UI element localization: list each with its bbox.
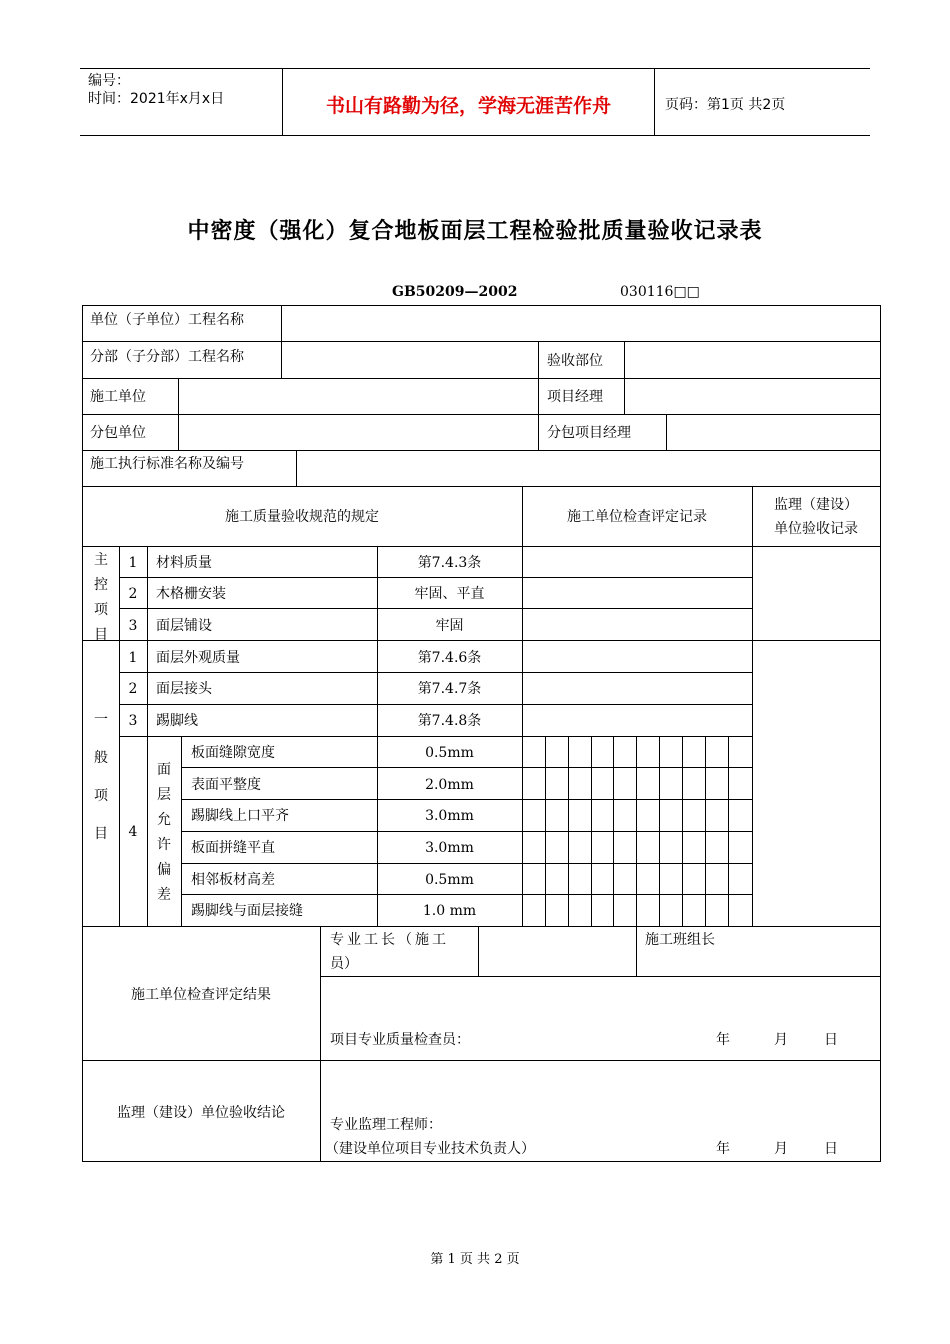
grid-line-h-30 [181, 863, 753, 864]
grid-line-v-36 [613, 736, 614, 927]
grid-line-h-19 [119, 608, 753, 609]
tolerance-label: 面 层 允 许 偏 差 [157, 762, 171, 903]
owner-label: （建设单位项目专业技术负责人） [325, 1141, 535, 1157]
main-control-label: 主 控 项 目 [94, 552, 108, 640]
grid-line-v-11 [624, 341, 625, 415]
tolerance-3-name: 踢脚线上口平齐 [191, 808, 289, 824]
unit-project-name-label: 单位（子单位）工程名称 [90, 312, 244, 328]
conclusion-year: 年 [716, 1141, 730, 1157]
grid-line-h-31 [181, 894, 753, 895]
header-motto: 书山有路勤为径，学海无涯苦作舟 [282, 69, 655, 135]
time-label: 时间：2021年x月x日 [88, 91, 225, 107]
spec-column-header: 施工质量验收规范的规定 [225, 509, 379, 525]
conclusion-day: 日 [824, 1141, 838, 1157]
general-item-3-req: 第7.4.8条 [417, 713, 482, 729]
grid-line-h-25 [119, 704, 753, 705]
grid-line-h-5 [82, 378, 881, 379]
grid-line-v-9 [281, 305, 282, 379]
main-item-1-no: 1 [128, 555, 138, 571]
general-item-3-no: 3 [128, 713, 138, 729]
conclusion-month: 月 [774, 1141, 788, 1157]
grid-line-h-28 [181, 799, 753, 800]
subcontract-manager-label: 分包项目经理 [547, 425, 631, 441]
serial-label: 编号： [88, 73, 130, 89]
grid-line-h-15 [82, 546, 881, 547]
general-item-2-no: 2 [128, 681, 138, 697]
grid-line-v-17 [752, 486, 753, 927]
grid-line-h-0 [82, 305, 881, 306]
result-month: 月 [774, 1032, 788, 1048]
general-item-2-req: 第7.4.7条 [417, 681, 482, 697]
grid-line-v-41 [728, 736, 729, 927]
grid-line-h-47 [82, 1060, 881, 1061]
engineer-label: 专业监理工程师： [330, 1117, 442, 1133]
form-number: 030116□□ [620, 284, 700, 300]
grid-line-v-35 [591, 736, 592, 927]
general-item-2-name: 面层接头 [156, 681, 212, 697]
grid-line-v-34 [568, 736, 569, 927]
grid-line-v-39 [682, 736, 683, 927]
supervision-record-header-line2: 单位验收记录 [774, 521, 858, 537]
grid-line-h-6 [82, 414, 881, 415]
grid-line-v-12 [178, 378, 179, 451]
main-item-2-no: 2 [128, 586, 138, 602]
tolerance-4-req: 3.0mm [425, 840, 474, 856]
main-item-2-req: 牢固、平直 [414, 586, 485, 602]
sub-project-name-label: 分部（子分部）工程名称 [90, 349, 244, 365]
conclusion-label: 监理（建设）单位验收结论 [117, 1105, 285, 1121]
grid-line-h-8 [82, 486, 881, 487]
team-leader-label: 施工班组长 [645, 932, 715, 948]
grid-line-h-4 [82, 341, 881, 342]
result-label: 施工单位检查评定结果 [131, 987, 271, 1003]
tolerance-2-name: 表面平整度 [191, 777, 261, 793]
grid-line-h-7 [82, 450, 881, 451]
tolerance-6-req: 1.0 mm [422, 903, 477, 919]
grid-line-v-13 [666, 414, 667, 451]
main-item-3-name: 面层铺设 [156, 618, 212, 634]
tolerance-1-req: 0.5mm [425, 745, 474, 761]
grid-line-v-38 [659, 736, 660, 927]
main-item-3-no: 3 [128, 618, 138, 634]
grid-line-v-32 [181, 736, 182, 927]
tolerance-3-req: 3.0mm [425, 808, 474, 824]
tolerance-1-name: 板面缝隙宽度 [191, 745, 275, 761]
foreman-label-line1: 专业工长（施工 [330, 932, 449, 948]
acceptance-part-label: 验收部位 [547, 353, 603, 369]
page-header [80, 68, 870, 136]
foreman-label-line2: 员） [330, 956, 358, 972]
grid-line-v-16 [522, 486, 523, 927]
grid-line-h-20 [82, 640, 881, 641]
grid-line-v-37 [636, 736, 637, 927]
document-title: 中密度（强化）复合地板面层工程检验批质量验收记录表 [187, 219, 763, 244]
grid-line-v-10 [538, 341, 539, 451]
grid-line-v-43 [320, 926, 321, 1162]
tolerance-2-req: 2.0mm [425, 777, 474, 793]
grid-line-v-45 [478, 926, 479, 977]
tolerance-5-req: 0.5mm [425, 872, 474, 888]
general-items-label: 一 般 项 目 [94, 712, 108, 842]
tolerance-6-name: 踢脚线与面层接缝 [191, 903, 303, 919]
grid-line-h-26 [119, 736, 753, 737]
grid-line-h-44 [320, 976, 881, 977]
general-item-3-name: 踢脚线 [156, 713, 198, 729]
standard-name-label: 施工执行标准名称及编号 [90, 456, 244, 472]
general-item-1-no: 1 [128, 650, 138, 666]
tolerance-4-name: 板面拼缝平直 [191, 840, 275, 856]
check-record-column-header: 施工单位检查评定记录 [567, 509, 707, 525]
grid-line-v-46 [636, 926, 637, 977]
tolerance-item-no: 4 [128, 824, 138, 840]
grid-line-h-18 [119, 577, 753, 578]
grid-line-v-3 [880, 305, 881, 1162]
header-page-info: 页码：第1页 共2页 [665, 97, 786, 113]
main-item-1-name: 材料质量 [156, 555, 212, 571]
grid-line-h-1 [82, 1161, 881, 1162]
tolerance-5-name: 相邻板材高差 [191, 872, 275, 888]
construction-unit-label: 施工单位 [90, 389, 146, 405]
result-day: 日 [824, 1032, 838, 1048]
project-manager-label: 项目经理 [547, 389, 603, 405]
subcontract-unit-label: 分包单位 [90, 425, 146, 441]
standard-code: GB50209—2002 [392, 284, 518, 300]
main-item-2-name: 木格栅安装 [156, 586, 226, 602]
grid-line-v-14 [296, 450, 297, 487]
main-item-1-req: 第7.4.3条 [417, 555, 482, 571]
grid-line-h-29 [181, 831, 753, 832]
general-item-1-req: 第7.4.6条 [417, 650, 482, 666]
grid-line-v-40 [705, 736, 706, 927]
grid-line-h-42 [82, 926, 881, 927]
main-item-3-req: 牢固 [435, 618, 464, 634]
result-year: 年 [716, 1032, 730, 1048]
header-meta [80, 69, 282, 135]
grid-line-v-33 [545, 736, 546, 927]
general-item-1-name: 面层外观质量 [156, 650, 240, 666]
inspector-label: 项目专业质量检查员： [330, 1032, 470, 1048]
supervision-record-header-line1: 监理（建设） [774, 497, 858, 513]
page-footer: 第 1 页 共 2 页 [430, 1252, 520, 1267]
grid-line-h-24 [119, 672, 753, 673]
grid-line-h-27 [181, 767, 753, 768]
